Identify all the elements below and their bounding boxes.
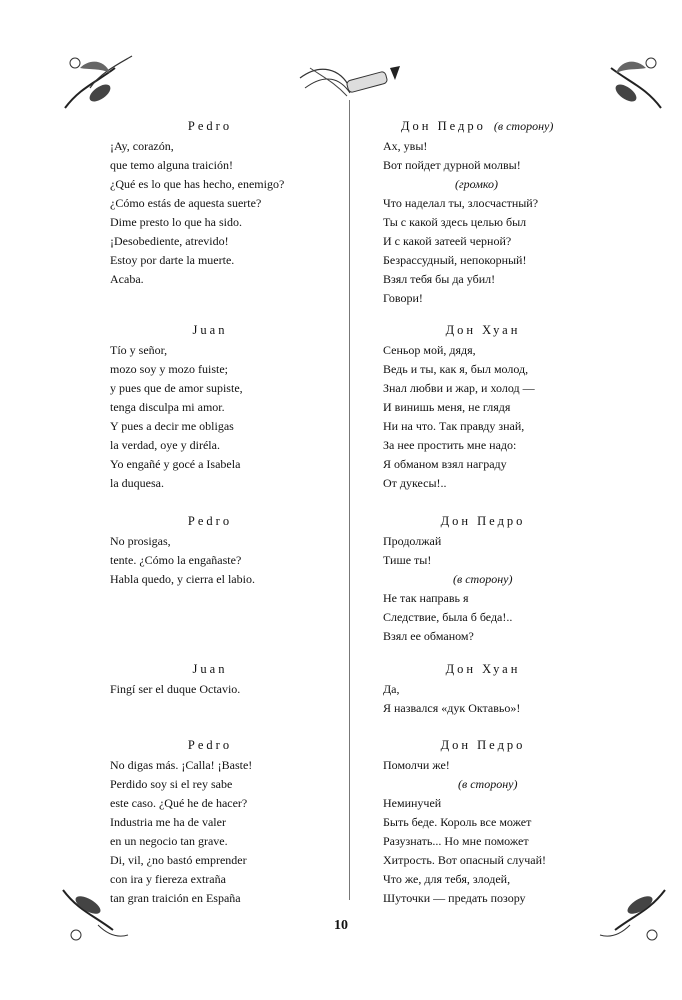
- verse-line: que temo alguna traición!: [110, 158, 233, 172]
- stage-direction: (в сторону): [453, 572, 513, 586]
- verse-line: Хитрость. Вот опасный случай!: [383, 853, 546, 867]
- verse-line: Тише ты!: [383, 553, 432, 567]
- verse-line: Что же, для тебя, злодей,: [383, 872, 511, 886]
- verse-line: y pues que de amor supiste,: [110, 381, 243, 395]
- verse-line: Взял тебя бы да убил!: [383, 272, 496, 286]
- verse-line: И с какой затеей черной?: [383, 234, 512, 248]
- verse-line: en un negocio tan grave.: [110, 834, 228, 848]
- corner-ornament-bottom-right: [590, 880, 670, 950]
- verse-line: ¡Desobediente, atrevido!: [110, 234, 229, 248]
- speaker-name: Дон Педро: [440, 514, 526, 528]
- verse-line: Acaba.: [110, 272, 144, 286]
- verse-line: Быть беде. Король все может: [383, 815, 532, 829]
- stage-direction: (в сторону): [493, 119, 554, 133]
- verse-line: Ах, увы!: [383, 139, 428, 153]
- verse-line: este caso. ¿Qué he de hacer?: [110, 796, 248, 810]
- verse-line: Что наделал ты, злосчастный?: [383, 196, 539, 210]
- verse-line: Продолжай: [383, 534, 442, 548]
- verse-line: Yo engañé y gocé a Isabela: [110, 457, 241, 471]
- verse-line: con ira y fiereza extraña: [110, 872, 226, 886]
- verse-line: tenga disculpa mi amor.: [110, 400, 225, 414]
- verse-line: Habla quedo, y cierra el labio.: [110, 572, 255, 586]
- speaker-name: Pedro: [187, 119, 233, 133]
- verse-line: И винишь меня, не глядя: [383, 400, 511, 414]
- verse-line: Знал любви и жар, и холод —: [383, 381, 535, 395]
- verse-line: Ни на что. Так правду знай,: [383, 419, 525, 433]
- verse-line: No prosigas,: [110, 534, 171, 548]
- verse-line: Ведь и ты, как я, был молод,: [383, 362, 529, 376]
- verse-line: От дукесы!..: [383, 476, 447, 490]
- verse-line: Tío y señor,: [110, 343, 168, 357]
- verse-line: За нее простить мне надо:: [383, 438, 517, 452]
- corner-ornament-top-right: [586, 48, 666, 118]
- corner-ornament-top-left: [60, 48, 140, 118]
- speaker-name: Дон Педро: [440, 738, 526, 752]
- verse-line: la duquesa.: [110, 476, 164, 490]
- verse-line: Y pues a decir me obligas: [110, 419, 234, 433]
- verse-line: ¿Qué es lo que has hecho, enemigo?: [110, 177, 285, 191]
- verse-line: Industria me ha de valer: [110, 815, 226, 829]
- verse-line: ¿Cómo estás de aquesta suerte?: [110, 196, 262, 210]
- page-number: 10: [334, 918, 348, 933]
- verse-line: la verdad, oye y diréla.: [110, 438, 220, 452]
- verse-line: Estoy por darte la muerte.: [110, 253, 235, 267]
- verse-line: Сеньор мой, дядя,: [383, 343, 476, 357]
- verse-line: tente. ¿Cómo la engañaste?: [110, 553, 242, 567]
- verse-line: Я назвался «дук Октавьо»!: [383, 701, 521, 715]
- verse-line: Я обманом взял награду: [383, 457, 507, 471]
- verse-line: Помолчи же!: [383, 758, 450, 772]
- verse-line: Взял ее обманом?: [383, 629, 474, 643]
- speaker-name: Дон Педро: [401, 119, 486, 133]
- verse-line: Следствие, была б беда!..: [383, 610, 513, 624]
- verse-line: No digas más. ¡Calla! ¡Baste!: [110, 758, 253, 772]
- verse-line: Разузнать... Но мне поможет: [383, 834, 529, 848]
- verse-line: tan gran traición en España: [110, 891, 241, 905]
- verse-line: Говори!: [383, 291, 423, 305]
- verse-line: Не так направь я: [383, 591, 469, 605]
- center-ornament-top: [295, 58, 405, 103]
- verse-line: Неминучей: [383, 796, 442, 810]
- speaker-name: Дон Хуан: [445, 662, 521, 676]
- verse-line: Шуточки — предать позору: [383, 891, 526, 905]
- verse-line: Вот пойдет дурной молвы!: [383, 158, 521, 172]
- speaker-name: Pedro: [187, 738, 233, 752]
- speaker-name: Juan: [192, 323, 228, 337]
- speaker-name: Дон Хуан: [445, 323, 521, 337]
- verse-line: Да,: [383, 682, 400, 696]
- verse-line: Fingí ser el duque Octavio.: [110, 682, 241, 696]
- speaker-heading: [401, 117, 553, 135]
- verse-line: Безрассудный, непокорный!: [383, 253, 527, 267]
- verse-line: Dime presto lo que ha sido.: [110, 215, 242, 229]
- stage-direction: (в сторону): [458, 777, 518, 791]
- column-divider: [349, 100, 350, 900]
- speaker-name: Pedro: [187, 514, 233, 528]
- verse-line: Perdido soy si el rey sabe: [110, 777, 233, 791]
- verse-line: mozo soy y mozo fuiste;: [110, 362, 228, 376]
- verse-line: Di, vil, ¿no bastó emprender: [110, 853, 247, 867]
- verse-line: ¡Ay, corazón,: [110, 139, 174, 153]
- speaker-name: Juan: [192, 662, 228, 676]
- stage-direction: (громко): [455, 177, 499, 191]
- verse-line: Ты с какой здесь целью был: [383, 215, 527, 229]
